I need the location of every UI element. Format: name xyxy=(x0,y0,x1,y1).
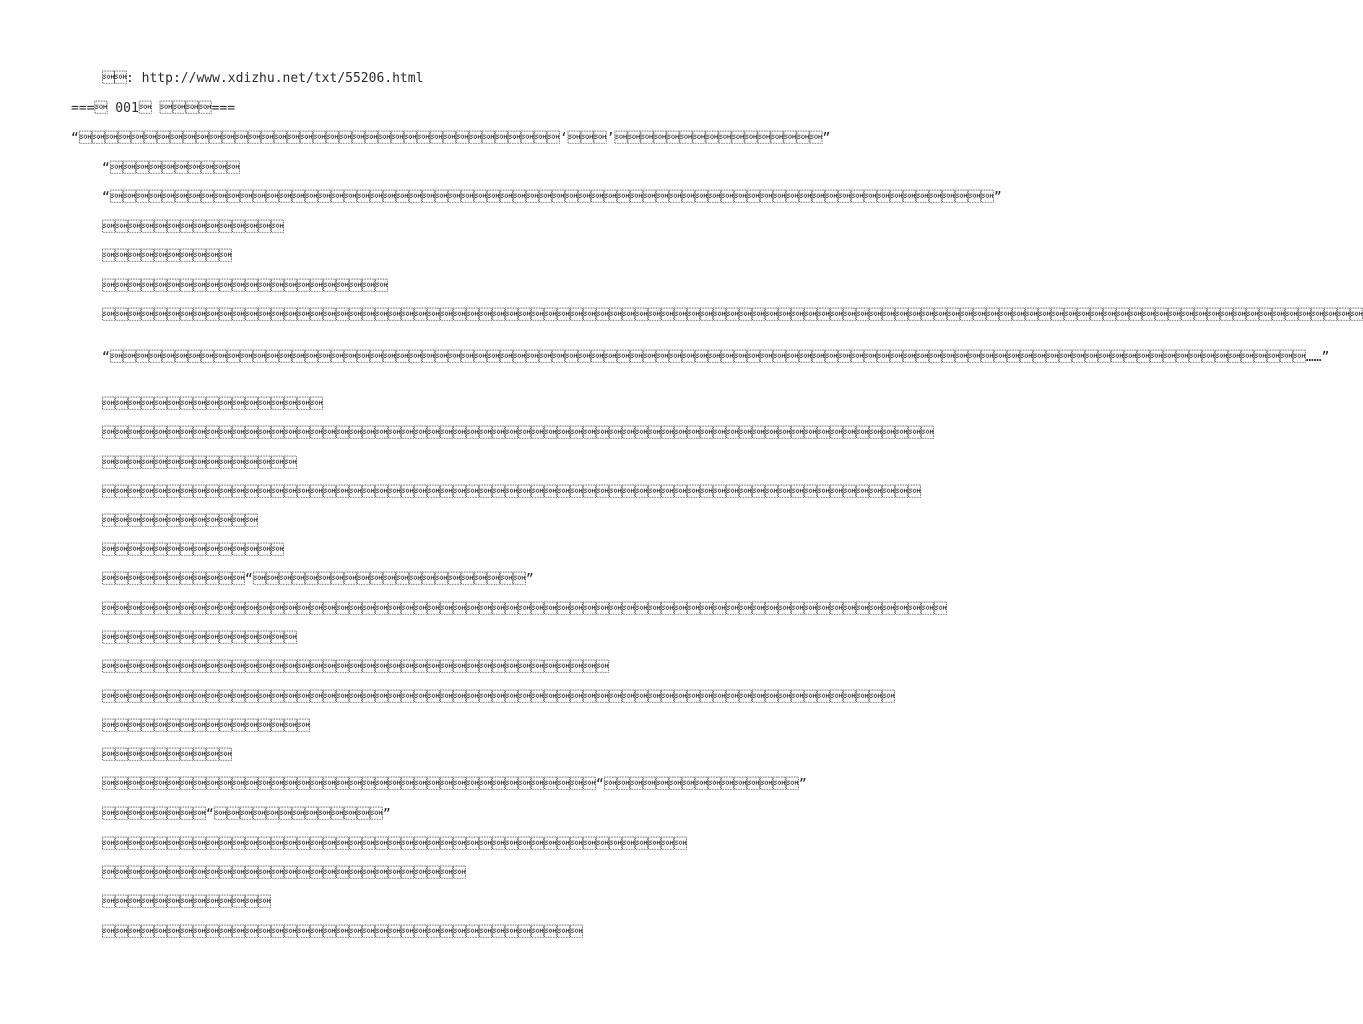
text-line:  xyxy=(102,485,921,500)
text-line:  xyxy=(102,426,934,441)
text-paragraph: “……” xyxy=(102,350,1330,365)
text-line:  xyxy=(102,925,583,940)
text-line: “” xyxy=(102,807,391,822)
chapter-heading: === 001 === xyxy=(71,101,236,116)
text-line:  xyxy=(102,514,258,529)
source-prefix:  xyxy=(102,71,126,86)
text-line: “” xyxy=(102,777,807,792)
text-paragraph:  xyxy=(102,308,1363,323)
text-line: “ xyxy=(102,161,240,176)
text-line:  xyxy=(102,249,232,264)
text-line:  xyxy=(102,748,232,763)
text-line:  xyxy=(102,279,388,294)
text-line:  xyxy=(102,397,323,412)
text-line:  xyxy=(102,456,297,471)
text-line:  xyxy=(102,220,284,235)
text-line:  xyxy=(102,866,466,881)
text-line:  xyxy=(102,602,947,617)
source-line xyxy=(102,70,423,87)
text-line: “” xyxy=(102,190,1002,205)
text-line: “” xyxy=(102,572,534,587)
text-line:  xyxy=(102,543,284,558)
text-line:  xyxy=(102,895,271,910)
text-line:  xyxy=(102,631,297,646)
text-line: “‘’” xyxy=(71,131,831,146)
text-line:  xyxy=(102,837,687,852)
text-line:  xyxy=(102,719,310,734)
source-url: : http://www.xdizhu.net/txt/55206.html xyxy=(126,71,424,86)
text-line:  xyxy=(102,660,609,675)
text-line:  xyxy=(102,690,895,705)
